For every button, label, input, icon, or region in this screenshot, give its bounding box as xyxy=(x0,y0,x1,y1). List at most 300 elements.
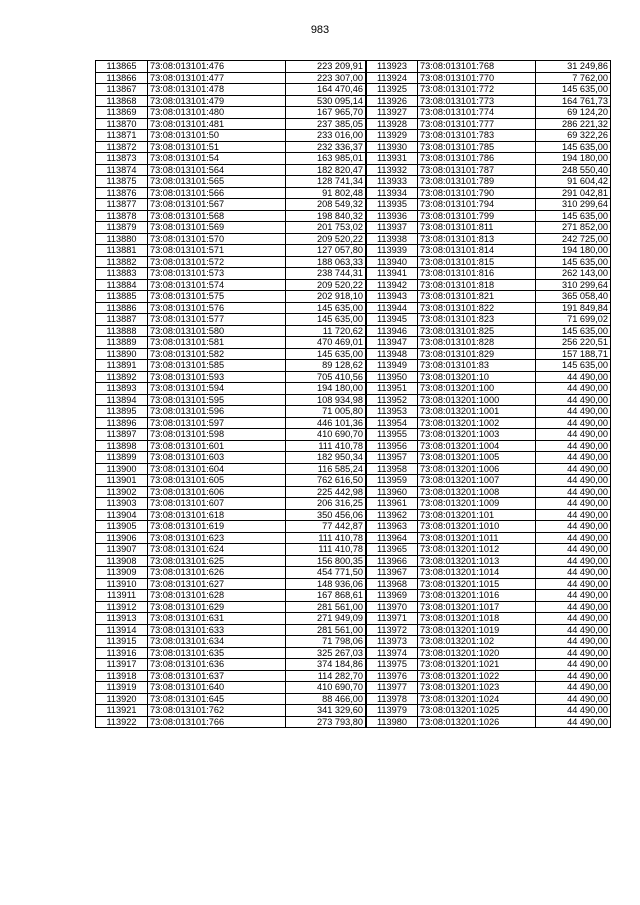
value-cell: 88 466,00 xyxy=(286,693,366,705)
value-cell: 128 741,34 xyxy=(286,176,366,188)
row-number-cell: 113918 xyxy=(96,670,148,682)
cadastral-number-cell: 73:08:013101:821 xyxy=(418,291,536,303)
table-row xyxy=(367,233,611,245)
cadastral-number-cell: 73:08:013201:1025 xyxy=(418,705,536,717)
row-number-cell: 113869 xyxy=(96,107,148,119)
row-number-cell: 113946 xyxy=(367,325,418,337)
value-cell: 225 442,98 xyxy=(286,486,366,498)
value-cell: 262 143,00 xyxy=(536,268,611,280)
row-number-cell: 113975 xyxy=(367,659,418,671)
table-row xyxy=(96,394,366,406)
table-row xyxy=(367,636,611,648)
table-row xyxy=(367,130,611,142)
table-row xyxy=(367,348,611,360)
table-row xyxy=(96,95,366,107)
table-row xyxy=(367,475,611,487)
cadastral-number-cell: 73:08:013101:54 xyxy=(148,153,286,165)
row-number-cell: 113947 xyxy=(367,337,418,349)
table-body-left xyxy=(96,61,366,728)
cadastral-number-cell: 73:08:013101:564 xyxy=(148,164,286,176)
table-row xyxy=(367,567,611,579)
value-cell: 194 180,00 xyxy=(536,245,611,257)
table-row xyxy=(96,567,366,579)
table-row xyxy=(96,463,366,475)
cadastral-number-cell: 73:08:013201:1007 xyxy=(418,475,536,487)
table-row xyxy=(367,578,611,590)
table-row xyxy=(96,590,366,602)
cadastral-number-cell: 73:08:013101:823 xyxy=(418,314,536,326)
cadastral-number-cell: 73:08:013101:633 xyxy=(148,624,286,636)
table-row xyxy=(367,314,611,326)
cadastral-number-cell: 73:08:013101:631 xyxy=(148,613,286,625)
value-cell: 44 490,00 xyxy=(536,417,611,429)
cadastral-number-cell: 73:08:013201:1023 xyxy=(418,682,536,694)
row-number-cell: 113928 xyxy=(367,118,418,130)
row-number-cell: 113881 xyxy=(96,245,148,257)
row-number-cell: 113926 xyxy=(367,95,418,107)
value-cell: 44 490,00 xyxy=(536,371,611,383)
value-cell: 191 849,84 xyxy=(536,302,611,314)
value-cell: 145 635,00 xyxy=(536,84,611,96)
cadastral-number-cell: 73:08:013201:1006 xyxy=(418,463,536,475)
cadastral-number-cell: 73:08:013101:606 xyxy=(148,486,286,498)
table-row xyxy=(367,601,611,613)
row-number-cell: 113948 xyxy=(367,348,418,360)
table-row xyxy=(367,302,611,314)
value-cell: 365 058,40 xyxy=(536,291,611,303)
cadastral-number-cell: 73:08:013201:1000 xyxy=(418,394,536,406)
cadastral-number-cell: 73:08:013101:479 xyxy=(148,95,286,107)
cadastral-number-cell: 73:08:013101:83 xyxy=(418,360,536,372)
value-cell: 167 965,70 xyxy=(286,107,366,119)
table-row xyxy=(96,61,366,73)
cadastral-number-cell: 73:08:013101:787 xyxy=(418,164,536,176)
value-cell: 233 016,00 xyxy=(286,130,366,142)
row-number-cell: 113952 xyxy=(367,394,418,406)
row-number-cell: 113939 xyxy=(367,245,418,257)
value-cell: 44 490,00 xyxy=(536,647,611,659)
row-number-cell: 113941 xyxy=(367,268,418,280)
table-row xyxy=(367,555,611,567)
value-cell: 44 490,00 xyxy=(536,578,611,590)
value-cell: 201 753,02 xyxy=(286,222,366,234)
table-row xyxy=(96,268,366,280)
cadastral-number-cell: 73:08:013201:1013 xyxy=(418,555,536,567)
value-cell: 202 918,10 xyxy=(286,291,366,303)
value-cell: 163 985,01 xyxy=(286,153,366,165)
table-row xyxy=(367,72,611,84)
row-number-cell: 113911 xyxy=(96,590,148,602)
cadastral-table-left xyxy=(95,60,366,728)
value-cell: 44 490,00 xyxy=(536,613,611,625)
table-row xyxy=(96,222,366,234)
row-number-cell: 113963 xyxy=(367,521,418,533)
value-cell: 281 561,00 xyxy=(286,624,366,636)
row-number-cell: 113972 xyxy=(367,624,418,636)
cadastral-number-cell: 73:08:013101:772 xyxy=(418,84,536,96)
value-cell: 470 469,01 xyxy=(286,337,366,349)
cadastral-number-cell: 73:08:013101:768 xyxy=(418,61,536,73)
value-cell: 410 690,70 xyxy=(286,429,366,441)
row-number-cell: 113876 xyxy=(96,187,148,199)
value-cell: 148 936,06 xyxy=(286,578,366,590)
cadastral-number-cell: 73:08:013201:1002 xyxy=(418,417,536,429)
cadastral-number-cell: 73:08:013201:102 xyxy=(418,636,536,648)
table-row xyxy=(96,233,366,245)
table-row xyxy=(96,417,366,429)
row-number-cell: 113865 xyxy=(96,61,148,73)
cadastral-number-cell: 73:08:013101:786 xyxy=(418,153,536,165)
cadastral-number-cell: 73:08:013101:628 xyxy=(148,590,286,602)
table-row xyxy=(96,348,366,360)
table-row xyxy=(96,636,366,648)
cadastral-number-cell: 73:08:013101:816 xyxy=(418,268,536,280)
row-number-cell: 113968 xyxy=(367,578,418,590)
table-row xyxy=(96,532,366,544)
table-row xyxy=(96,440,366,452)
cadastral-number-cell: 73:08:013101:770 xyxy=(418,72,536,84)
row-number-cell: 113923 xyxy=(367,61,418,73)
value-cell: 286 221,32 xyxy=(536,118,611,130)
value-cell: 182 820,47 xyxy=(286,164,366,176)
row-number-cell: 113951 xyxy=(367,383,418,395)
row-number-cell: 113962 xyxy=(367,509,418,521)
row-number-cell: 113907 xyxy=(96,544,148,556)
table-row xyxy=(96,406,366,418)
row-number-cell: 113889 xyxy=(96,337,148,349)
row-number-cell: 113908 xyxy=(96,555,148,567)
table-row xyxy=(96,130,366,142)
row-number-cell: 113976 xyxy=(367,670,418,682)
cadastral-number-cell: 73:08:013101:773 xyxy=(418,95,536,107)
value-cell: 91 604,42 xyxy=(536,176,611,188)
table-row xyxy=(367,693,611,705)
table-row xyxy=(367,84,611,96)
table-row xyxy=(96,555,366,567)
table-row xyxy=(96,314,366,326)
value-cell: 223 307,00 xyxy=(286,72,366,84)
cadastral-number-cell: 73:08:013201:1024 xyxy=(418,693,536,705)
cadastral-number-cell: 73:08:013201:1011 xyxy=(418,532,536,544)
table-row xyxy=(367,509,611,521)
cadastral-number-cell: 73:08:013101:601 xyxy=(148,440,286,452)
row-number-cell: 113890 xyxy=(96,348,148,360)
value-cell: 530 095,14 xyxy=(286,95,366,107)
row-number-cell: 113906 xyxy=(96,532,148,544)
value-cell: 145 635,00 xyxy=(536,141,611,153)
cadastral-number-cell: 73:08:013101:598 xyxy=(148,429,286,441)
table-row xyxy=(367,463,611,475)
table-row xyxy=(367,61,611,73)
value-cell: 198 840,32 xyxy=(286,210,366,222)
cadastral-number-cell: 73:08:013201:1001 xyxy=(418,406,536,418)
row-number-cell: 113965 xyxy=(367,544,418,556)
cadastral-number-cell: 73:08:013101:580 xyxy=(148,325,286,337)
table-row xyxy=(96,498,366,510)
cadastral-number-cell: 73:08:013101:571 xyxy=(148,245,286,257)
table-row xyxy=(96,164,366,176)
value-cell: 111 410,78 xyxy=(286,532,366,544)
value-cell: 310 299,64 xyxy=(536,279,611,291)
table-row xyxy=(367,383,611,395)
cadastral-number-cell: 73:08:013101:637 xyxy=(148,670,286,682)
table-row xyxy=(367,187,611,199)
row-number-cell: 113929 xyxy=(367,130,418,142)
row-number-cell: 113927 xyxy=(367,107,418,119)
cadastral-number-cell: 73:08:013101:623 xyxy=(148,532,286,544)
cadastral-number-cell: 73:08:013101:480 xyxy=(148,107,286,119)
cadastral-number-cell: 73:08:013101:605 xyxy=(148,475,286,487)
cadastral-number-cell: 73:08:013101:604 xyxy=(148,463,286,475)
cadastral-number-cell: 73:08:013201:1019 xyxy=(418,624,536,636)
cadastral-number-cell: 73:08:013101:783 xyxy=(418,130,536,142)
row-number-cell: 113877 xyxy=(96,199,148,211)
cadastral-number-cell: 73:08:013101:476 xyxy=(148,61,286,73)
cadastral-number-cell: 73:08:013101:789 xyxy=(418,176,536,188)
value-cell: 31 249,86 xyxy=(536,61,611,73)
value-cell: 11 720,62 xyxy=(286,325,366,337)
row-number-cell: 113974 xyxy=(367,647,418,659)
cadastral-number-cell: 73:08:013101:627 xyxy=(148,578,286,590)
value-cell: 44 490,00 xyxy=(536,670,611,682)
row-number-cell: 113910 xyxy=(96,578,148,590)
row-number-cell: 113882 xyxy=(96,256,148,268)
cadastral-number-cell: 73:08:013101:624 xyxy=(148,544,286,556)
cadastral-number-cell: 73:08:013201:10 xyxy=(418,371,536,383)
table-row xyxy=(367,659,611,671)
table-row xyxy=(96,429,366,441)
cadastral-number-cell: 73:08:013101:813 xyxy=(418,233,536,245)
cadastral-number-cell: 73:08:013101:576 xyxy=(148,302,286,314)
row-number-cell: 113935 xyxy=(367,199,418,211)
row-number-cell: 113903 xyxy=(96,498,148,510)
table-row xyxy=(367,268,611,280)
table-row xyxy=(367,705,611,717)
row-number-cell: 113964 xyxy=(367,532,418,544)
table-row xyxy=(367,417,611,429)
table-row xyxy=(367,682,611,694)
cadastral-number-cell: 73:08:013101:573 xyxy=(148,268,286,280)
cadastral-number-cell: 73:08:013101:799 xyxy=(418,210,536,222)
row-number-cell: 113891 xyxy=(96,360,148,372)
table-row xyxy=(96,210,366,222)
table-row xyxy=(367,245,611,257)
row-number-cell: 113922 xyxy=(96,716,148,728)
cadastral-number-cell: 73:08:013201:1026 xyxy=(418,716,536,728)
value-cell: 705 410,56 xyxy=(286,371,366,383)
table-row xyxy=(367,141,611,153)
value-cell: 44 490,00 xyxy=(536,601,611,613)
table-row xyxy=(367,210,611,222)
table-row xyxy=(367,486,611,498)
value-cell: 44 490,00 xyxy=(536,452,611,464)
cadastral-number-cell: 73:08:013101:477 xyxy=(148,72,286,84)
row-number-cell: 113966 xyxy=(367,555,418,567)
row-number-cell: 113892 xyxy=(96,371,148,383)
value-cell: 188 063,33 xyxy=(286,256,366,268)
value-cell: 194 180,00 xyxy=(286,383,366,395)
table-row xyxy=(367,199,611,211)
table-row xyxy=(96,475,366,487)
row-number-cell: 113886 xyxy=(96,302,148,314)
value-cell: 232 336,37 xyxy=(286,141,366,153)
value-cell: 44 490,00 xyxy=(536,567,611,579)
row-number-cell: 113872 xyxy=(96,141,148,153)
value-cell: 248 550,40 xyxy=(536,164,611,176)
table-row xyxy=(96,141,366,153)
row-number-cell: 113880 xyxy=(96,233,148,245)
row-number-cell: 113940 xyxy=(367,256,418,268)
value-cell: 271 852,00 xyxy=(536,222,611,234)
table-row xyxy=(367,107,611,119)
value-cell: 44 490,00 xyxy=(536,498,611,510)
cadastral-number-cell: 73:08:013101:572 xyxy=(148,256,286,268)
value-cell: 44 490,00 xyxy=(536,406,611,418)
table-row xyxy=(367,440,611,452)
table-body-right xyxy=(367,61,611,728)
table-row xyxy=(367,164,611,176)
value-cell: 69 322,26 xyxy=(536,130,611,142)
cadastral-number-cell: 73:08:013201:1005 xyxy=(418,452,536,464)
cadastral-number-cell: 73:08:013201:1020 xyxy=(418,647,536,659)
value-cell: 44 490,00 xyxy=(536,682,611,694)
table-row xyxy=(96,337,366,349)
cadastral-number-cell: 73:08:013101:818 xyxy=(418,279,536,291)
table-row xyxy=(96,302,366,314)
value-cell: 71 699,02 xyxy=(536,314,611,326)
table-row xyxy=(96,325,366,337)
value-cell: 762 616,50 xyxy=(286,475,366,487)
cadastral-number-cell: 73:08:013201:1008 xyxy=(418,486,536,498)
row-number-cell: 113894 xyxy=(96,394,148,406)
table-row xyxy=(96,187,366,199)
row-number-cell: 113945 xyxy=(367,314,418,326)
row-number-cell: 113870 xyxy=(96,118,148,130)
cadastral-number-cell: 73:08:013101:635 xyxy=(148,647,286,659)
value-cell: 71 005,80 xyxy=(286,406,366,418)
value-cell: 44 490,00 xyxy=(536,475,611,487)
row-number-cell: 113885 xyxy=(96,291,148,303)
row-number-cell: 113879 xyxy=(96,222,148,234)
cadastral-number-cell: 73:08:013101:478 xyxy=(148,84,286,96)
value-cell: 44 490,00 xyxy=(536,624,611,636)
table-row xyxy=(367,406,611,418)
table-row xyxy=(367,716,611,728)
cadastral-number-cell: 73:08:013101:603 xyxy=(148,452,286,464)
row-number-cell: 113934 xyxy=(367,187,418,199)
value-cell: 44 490,00 xyxy=(536,636,611,648)
value-cell: 111 410,78 xyxy=(286,544,366,556)
cadastral-number-cell: 73:08:013101:481 xyxy=(148,118,286,130)
table-row xyxy=(96,716,366,728)
cadastral-number-cell: 73:08:013101:814 xyxy=(418,245,536,257)
value-cell: 44 490,00 xyxy=(536,590,611,602)
value-cell: 157 188,71 xyxy=(536,348,611,360)
row-number-cell: 113916 xyxy=(96,647,148,659)
cadastral-number-cell: 73:08:013101:582 xyxy=(148,348,286,360)
value-cell: 182 950,34 xyxy=(286,452,366,464)
value-cell: 145 635,00 xyxy=(286,302,366,314)
cadastral-number-cell: 73:08:013101:625 xyxy=(148,555,286,567)
value-cell: 194 180,00 xyxy=(536,153,611,165)
row-number-cell: 113873 xyxy=(96,153,148,165)
row-number-cell: 113867 xyxy=(96,84,148,96)
cadastral-number-cell: 73:08:013101:811 xyxy=(418,222,536,234)
table-row xyxy=(96,521,366,533)
cadastral-number-cell: 73:08:013101:50 xyxy=(148,130,286,142)
row-number-cell: 113913 xyxy=(96,613,148,625)
cadastral-number-cell: 73:08:013101:594 xyxy=(148,383,286,395)
cadastral-number-cell: 73:08:013101:785 xyxy=(418,141,536,153)
row-number-cell: 113887 xyxy=(96,314,148,326)
row-number-cell: 113899 xyxy=(96,452,148,464)
table-row xyxy=(96,176,366,188)
value-cell: 44 490,00 xyxy=(536,383,611,395)
row-number-cell: 113888 xyxy=(96,325,148,337)
value-cell: 145 635,00 xyxy=(536,325,611,337)
value-cell: 44 490,00 xyxy=(536,544,611,556)
row-number-cell: 113980 xyxy=(367,716,418,728)
value-cell: 116 585,24 xyxy=(286,463,366,475)
table-row xyxy=(367,222,611,234)
cadastral-number-cell: 73:08:013101:585 xyxy=(148,360,286,372)
value-cell: 44 490,00 xyxy=(536,509,611,521)
row-number-cell: 113919 xyxy=(96,682,148,694)
table-row xyxy=(96,601,366,613)
value-cell: 89 128,62 xyxy=(286,360,366,372)
cadastral-number-cell: 73:08:013101:626 xyxy=(148,567,286,579)
table-row xyxy=(96,360,366,372)
row-number-cell: 113924 xyxy=(367,72,418,84)
table-row xyxy=(367,452,611,464)
row-number-cell: 113866 xyxy=(96,72,148,84)
value-cell: 208 549,32 xyxy=(286,199,366,211)
row-number-cell: 113937 xyxy=(367,222,418,234)
cadastral-number-cell: 73:08:013101:774 xyxy=(418,107,536,119)
cadastral-number-cell: 73:08:013201:1022 xyxy=(418,670,536,682)
table-row xyxy=(96,682,366,694)
row-number-cell: 113931 xyxy=(367,153,418,165)
row-number-cell: 113920 xyxy=(96,693,148,705)
table-row xyxy=(96,647,366,659)
table-row xyxy=(367,118,611,130)
value-cell: 206 316,25 xyxy=(286,498,366,510)
row-number-cell: 113954 xyxy=(367,417,418,429)
value-cell: 114 282,70 xyxy=(286,670,366,682)
value-cell: 44 490,00 xyxy=(536,705,611,717)
cadastral-number-cell: 73:08:013101:645 xyxy=(148,693,286,705)
row-number-cell: 113958 xyxy=(367,463,418,475)
cadastral-number-cell: 73:08:013101:766 xyxy=(148,716,286,728)
row-number-cell: 113977 xyxy=(367,682,418,694)
value-cell: 273 793,80 xyxy=(286,716,366,728)
table-row xyxy=(367,176,611,188)
row-number-cell: 113971 xyxy=(367,613,418,625)
row-number-cell: 113950 xyxy=(367,371,418,383)
row-number-cell: 113868 xyxy=(96,95,148,107)
value-cell: 164 761,73 xyxy=(536,95,611,107)
value-cell: 167 868,61 xyxy=(286,590,366,602)
value-cell: 223 209,91 xyxy=(286,61,366,73)
cadastral-number-cell: 73:08:013101:567 xyxy=(148,199,286,211)
cadastral-number-cell: 73:08:013201:1012 xyxy=(418,544,536,556)
row-number-cell: 113959 xyxy=(367,475,418,487)
row-number-cell: 113905 xyxy=(96,521,148,533)
value-cell: 44 490,00 xyxy=(536,555,611,567)
table-row xyxy=(96,452,366,464)
row-number-cell: 113878 xyxy=(96,210,148,222)
table-row xyxy=(367,670,611,682)
